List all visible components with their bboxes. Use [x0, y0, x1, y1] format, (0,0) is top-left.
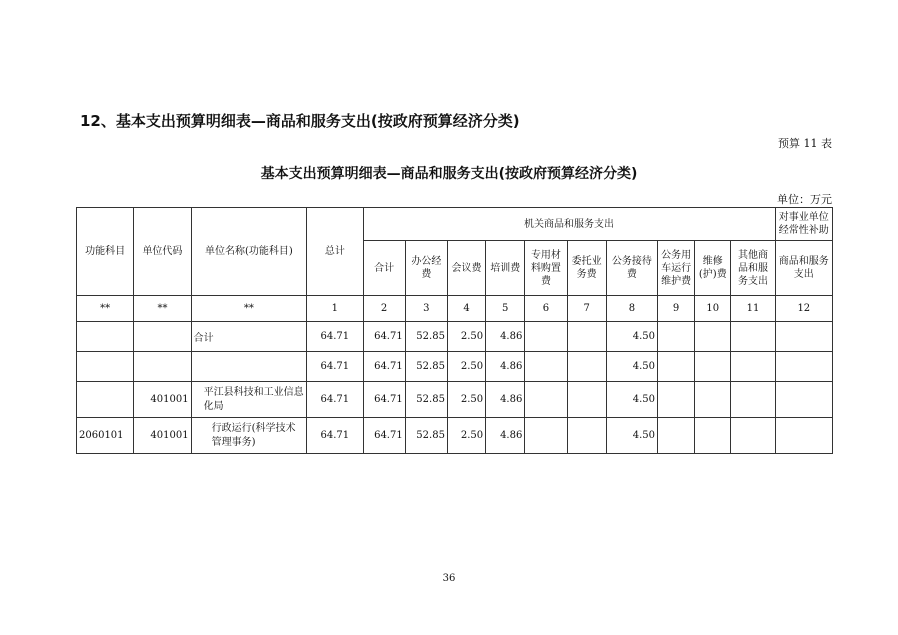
- cell-value: [775, 382, 832, 418]
- cell-value: [525, 352, 567, 382]
- cell-value: [695, 382, 731, 418]
- cell-func: [77, 382, 134, 418]
- table-row: [77, 418, 833, 454]
- index-cell: 3: [405, 296, 447, 322]
- header-unit-code: 单位代码: [134, 208, 191, 296]
- index-cell: 12: [775, 296, 832, 322]
- header-sub: 会议费: [447, 241, 485, 296]
- index-cell: 8: [606, 296, 657, 322]
- cell-func: [77, 352, 134, 382]
- header-sub: 合计: [363, 241, 405, 296]
- cell-code: [134, 352, 191, 382]
- budget-table: [76, 207, 833, 454]
- cell-value: 4.86: [486, 382, 525, 418]
- cell-value: 4.86: [486, 418, 525, 454]
- cell-name: 合计: [191, 322, 307, 352]
- table-row: [77, 382, 833, 418]
- cell-total: 64.71: [307, 382, 363, 418]
- index-cell: 4: [447, 296, 485, 322]
- cell-name: 行政运行(科学技术管理事务): [191, 418, 307, 454]
- index-row: [77, 296, 833, 322]
- index-cell: 1: [307, 296, 363, 322]
- cell-value: [525, 418, 567, 454]
- cell-code: 401001: [134, 382, 191, 418]
- header-sub: 公务接待费: [606, 241, 657, 296]
- cell-value: [731, 418, 775, 454]
- cell-value: 4.50: [606, 382, 657, 418]
- page-number: 36: [442, 573, 456, 584]
- cell-value: [695, 322, 731, 352]
- header-sub: 其他商品和服务支出: [731, 241, 775, 296]
- cell-value: 4.50: [606, 352, 657, 382]
- cell-value: [658, 322, 695, 352]
- cell-value: [731, 322, 775, 352]
- header-unit-name: 单位名称(功能科目): [191, 208, 307, 296]
- index-cell: 7: [567, 296, 606, 322]
- cell-total: 64.71: [307, 352, 363, 382]
- index-cell: **: [134, 296, 191, 322]
- index-cell: 11: [731, 296, 775, 322]
- cell-value: 52.85: [405, 322, 447, 352]
- cell-value: 2.50: [447, 352, 485, 382]
- index-cell: 5: [486, 296, 525, 322]
- header-sub: 商品和服务支出: [775, 241, 832, 296]
- cell-value: 64.71: [363, 382, 405, 418]
- index-cell: **: [77, 296, 134, 322]
- header-sub: 公务用车运行维护费: [658, 241, 695, 296]
- cell-value: 52.85: [405, 382, 447, 418]
- cell-value: 52.85: [405, 352, 447, 382]
- cell-value: [567, 322, 606, 352]
- cell-value: [567, 382, 606, 418]
- cell-value: 4.86: [486, 322, 525, 352]
- cell-value: [695, 418, 731, 454]
- cell-total: 64.71: [307, 322, 363, 352]
- header-sub: 维修(护)费: [695, 241, 731, 296]
- index-cell: 10: [695, 296, 731, 322]
- header-row-group: [77, 208, 833, 241]
- cell-value: 64.71: [363, 418, 405, 454]
- cell-value: [567, 418, 606, 454]
- cell-value: 2.50: [447, 322, 485, 352]
- cell-name: 平江县科技和工业信息化局: [191, 382, 307, 418]
- index-cell: **: [191, 296, 307, 322]
- cell-func: [77, 322, 134, 352]
- header-sub: 办公经费: [405, 241, 447, 296]
- cell-func: 2060101: [77, 418, 134, 454]
- cell-value: [775, 352, 832, 382]
- index-cell: 6: [525, 296, 567, 322]
- cell-value: [525, 382, 567, 418]
- cell-code: 401001: [134, 418, 191, 454]
- cell-value: [775, 418, 832, 454]
- cell-value: 64.71: [363, 322, 405, 352]
- cell-value: [658, 418, 695, 454]
- table-title: 基本支出预算明细表—商品和服务支出(按政府预算经济分类): [260, 166, 638, 182]
- header-group-main: 机关商品和服务支出: [363, 208, 775, 241]
- cell-value: 52.85: [405, 418, 447, 454]
- cell-value: [731, 352, 775, 382]
- header-group-subsidy: 对事业单位经常性补助: [775, 208, 832, 241]
- cell-value: [567, 352, 606, 382]
- header-func-subject: 功能科目: [77, 208, 134, 296]
- header-sub: 培训费: [486, 241, 525, 296]
- cell-value: 2.50: [447, 418, 485, 454]
- cell-value: 64.71: [363, 352, 405, 382]
- cell-value: [525, 322, 567, 352]
- cell-value: 2.50: [447, 382, 485, 418]
- cell-value: [658, 352, 695, 382]
- cell-code: [134, 322, 191, 352]
- header-sub: 委托业务费: [567, 241, 606, 296]
- table-row: [77, 352, 833, 382]
- cell-value: 4.86: [486, 352, 525, 382]
- index-cell: 2: [363, 296, 405, 322]
- cell-value: [731, 382, 775, 418]
- cell-value: [775, 322, 832, 352]
- cell-value: [658, 382, 695, 418]
- table-number: 预算 11 表: [778, 137, 832, 150]
- cell-total: 64.71: [307, 418, 363, 454]
- header-total: 总计: [307, 208, 363, 296]
- unit-label: 单位：万元: [777, 193, 832, 206]
- cell-value: [695, 352, 731, 382]
- section-title: 12、基本支出预算明细表—商品和服务支出(按政府预算经济分类): [80, 112, 520, 130]
- table-row: [77, 322, 833, 352]
- cell-value: 4.50: [606, 322, 657, 352]
- cell-name: [191, 352, 307, 382]
- index-cell: 9: [658, 296, 695, 322]
- cell-value: 4.50: [606, 418, 657, 454]
- header-sub: 专用材料购置费: [525, 241, 567, 296]
